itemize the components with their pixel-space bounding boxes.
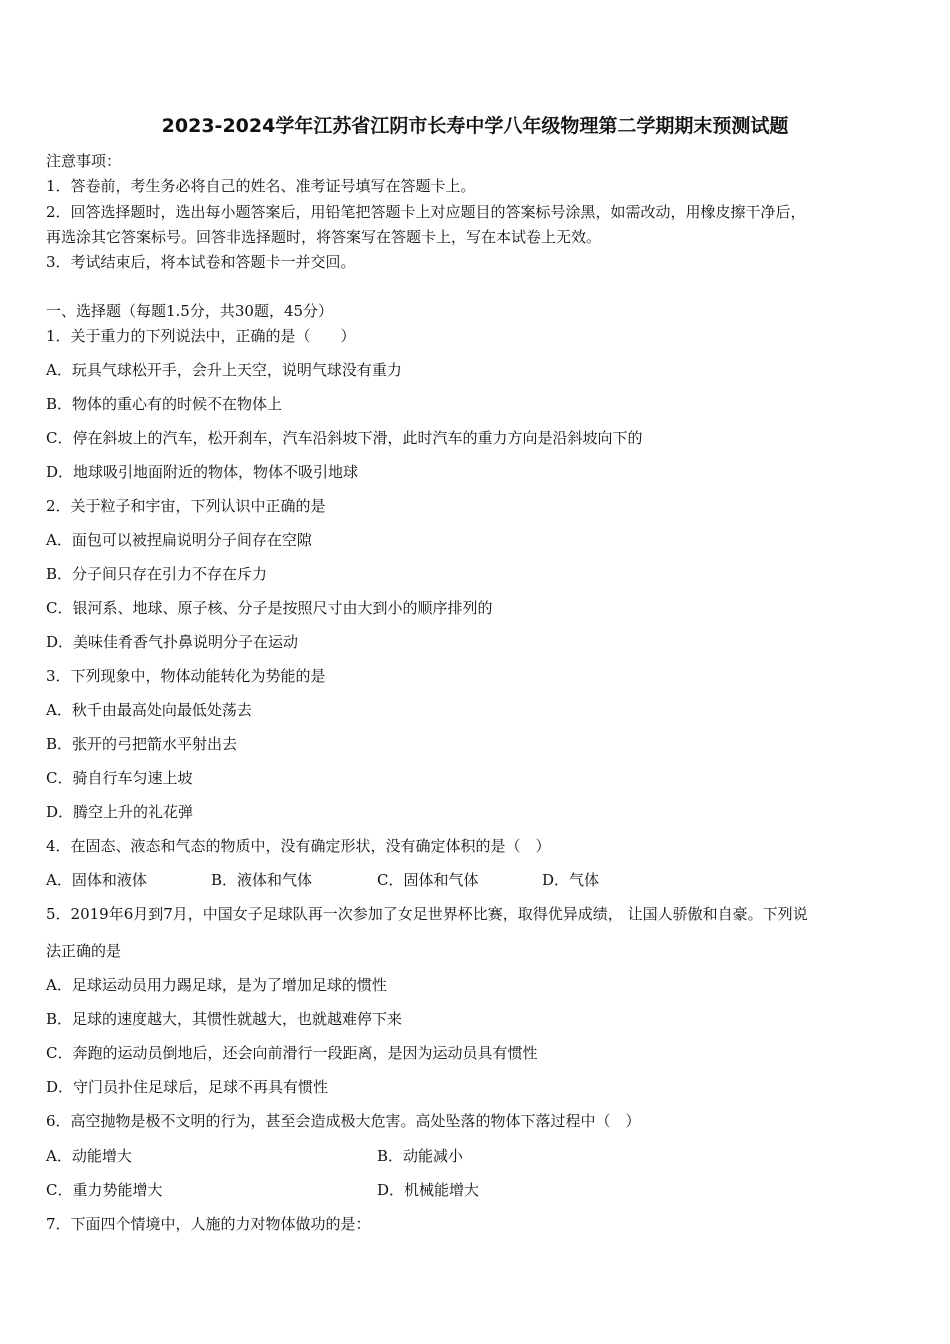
option-d: D．地球吸引地面附近的物体，物体不吸引地球	[46, 463, 359, 481]
option-a: A．足球运动员用力踢足球，是为了增加足球的惯性	[46, 976, 387, 994]
page-title: 2023-2024学年江苏省江阴市长寿中学八年级物理第二学期期末预测试题	[161, 115, 789, 137]
option-a: A．面包可以被捏扁说明分子间存在空隙	[46, 531, 312, 549]
notice-item: 2．回答选择题时，选出每小题答案后，用铅笔把答题卡上对应题目的答案标号涂黑，如需改动，用橡皮擦干净后，	[46, 203, 806, 221]
option-d: D．机械能增大	[377, 1181, 480, 1199]
option-c: C．骑自行车匀速上坡	[46, 769, 193, 787]
notice-item: 1．答卷前，考生务必将自己的姓名、准考证号填写在答题卡上。	[46, 177, 476, 195]
option-b: B．张开的弓把箭水平射出去	[46, 735, 238, 753]
option-b: B．足球的速度越大，其惯性就越大，也就越难停下来	[46, 1010, 403, 1028]
option-d: D．腾空上升的礼花弹	[46, 803, 194, 821]
question-stem: 7．下面四个情境中，人施的力对物体做功的是：	[46, 1215, 371, 1233]
option-c: C．重力势能增大	[46, 1181, 163, 1199]
options-row	[46, 1181, 906, 1199]
option-c: C．固体和气体	[377, 871, 479, 889]
option-a: A．动能增大	[46, 1147, 132, 1165]
question-stem: 6．高空抛物是极不文明的行为，甚至会造成极大危害。高处坠落的物体下落过程中（ ）	[46, 1112, 641, 1130]
section-heading: 一、选择题（每题1.5分，共30题，45分）	[46, 302, 334, 320]
question-stem: 1．关于重力的下列说法中，正确的是（ ）	[46, 327, 356, 345]
option-d: D．守门员扑住足球后，足球不再具有惯性	[46, 1078, 329, 1096]
option-b: B．分子间只存在引力不存在斥力	[46, 565, 268, 583]
option-c: C．银河系、地球、原子核、分子是按照尺寸由大到小的顺序排列的	[46, 599, 493, 617]
question-stem: 3．下列现象中，物体动能转化为势能的是	[46, 667, 326, 685]
question-stem: 4．在固态、液态和气态的物质中，没有确定形状，没有确定体积的是（ ）	[46, 837, 551, 855]
notice-item: 再选涂其它答案标号。回答非选择题时，将答案写在答题卡上，写在本试卷上无效。	[46, 228, 602, 246]
option-c: C．奔跑的运动员倒地后，还会向前滑行一段距离，是因为运动员具有惯性	[46, 1044, 538, 1062]
question-stem: 5．2019年6月到7月，中国女子足球队再一次参加了女足世界杯比赛，取得优异成绩， 让国人骄傲和自豪。下列说	[46, 905, 808, 923]
option-b: B．动能减小	[377, 1147, 464, 1165]
option-a: A．秋千由最高处向最低处荡去	[46, 701, 252, 719]
options-row	[46, 871, 906, 889]
option-a: A．玩具气球松开手，会升上天空，说明气球没有重力	[46, 361, 402, 379]
option-c: C．停在斜坡上的汽车，松开刹车，汽车沿斜坡下滑，此时汽车的重力方向是沿斜坡向下的	[46, 429, 643, 447]
options-row	[46, 1147, 906, 1165]
option-b: B．物体的重心有的时候不在物体上	[46, 395, 283, 413]
option-d: D．美味佳肴香气扑鼻说明分子在运动	[46, 633, 299, 651]
notice-item: 3．考试结束后，将本试卷和答题卡一并交回。	[46, 253, 356, 271]
option-b: B．液体和气体	[211, 871, 313, 889]
notice-heading: 注意事项：	[46, 152, 122, 170]
question-stem-continued: 法正确的是	[46, 942, 122, 960]
option-d: D．气体	[542, 871, 600, 889]
option-a: A．固体和液体	[46, 871, 147, 889]
question-stem: 2．关于粒子和宇宙，下列认识中正确的是	[46, 497, 326, 515]
